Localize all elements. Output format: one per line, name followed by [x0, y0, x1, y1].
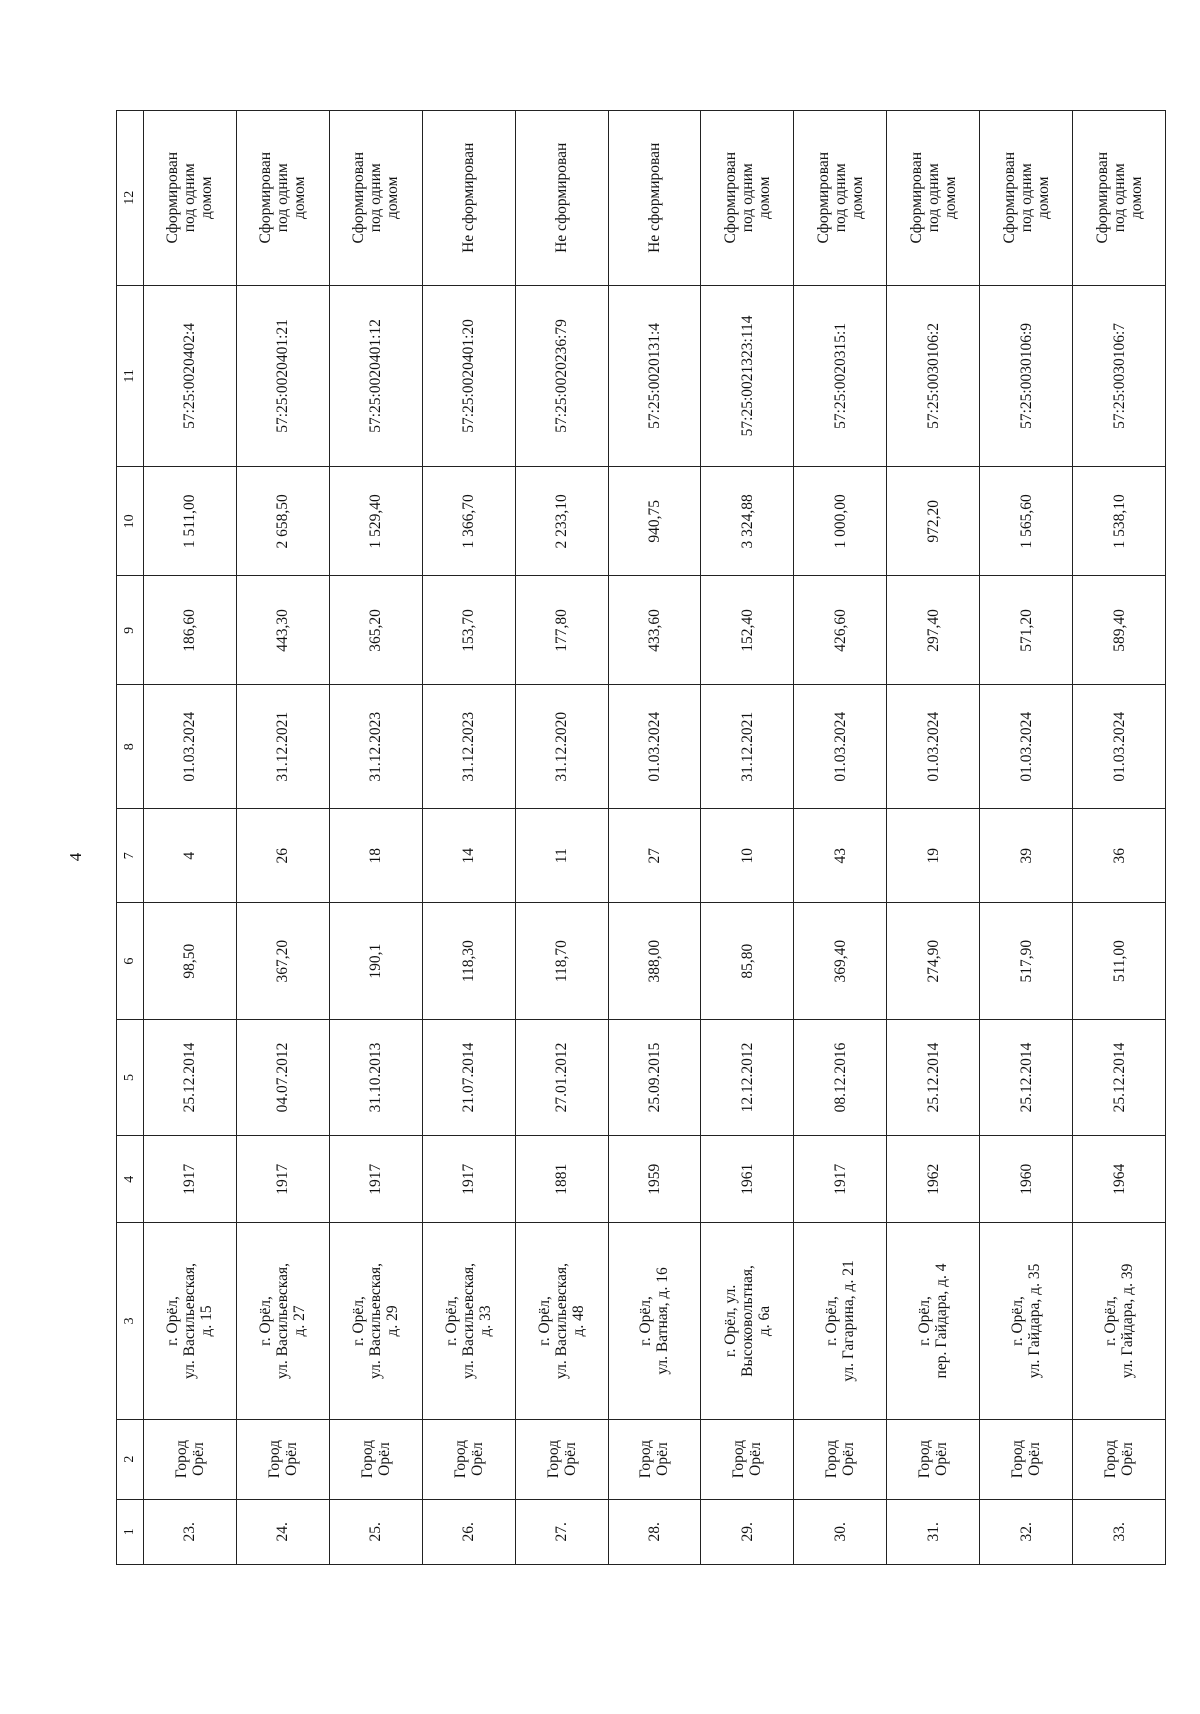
cell-area: 274,90 — [887, 903, 980, 1019]
cell-date: 25.12.2014 — [887, 1019, 980, 1135]
cell-total-area: 186,60 — [144, 576, 237, 685]
cell-address: г. Орёл, ул. Васильевская, д. 33 — [422, 1223, 515, 1419]
cell-row-number: 27. — [515, 1499, 608, 1564]
table-row — [422, 111, 515, 1565]
cell-residents: 18 — [329, 808, 422, 903]
column-number-11: 11 — [117, 285, 144, 467]
cell-municipality: Город Орёл — [515, 1419, 608, 1499]
table-row — [1073, 111, 1166, 1565]
table-row — [144, 111, 237, 1565]
cell-total-area: 297,40 — [887, 576, 980, 685]
cell-cadastral-number: 57:25:0030106:9 — [980, 285, 1073, 467]
cell-address: г. Орёл, ул. Гайдара, д. 39 — [1073, 1223, 1166, 1419]
cell-residents: 11 — [515, 808, 608, 903]
cell-build-year: 1917 — [236, 1136, 329, 1223]
cell-date: 25.12.2014 — [1073, 1019, 1166, 1135]
cell-land-area: 1 538,10 — [1073, 467, 1166, 576]
cell-municipality: Город Орёл — [608, 1419, 701, 1499]
table-row — [608, 111, 701, 1565]
cell-cadastral-number: 57:25:0020401:12 — [329, 285, 422, 467]
column-number-3: 3 — [117, 1223, 144, 1419]
cell-row-number: 28. — [608, 1499, 701, 1564]
cell-date: 04.07.2012 — [236, 1019, 329, 1135]
cell-build-year: 1960 — [980, 1136, 1073, 1223]
cell-residents: 36 — [1073, 808, 1166, 903]
cell-residents: 27 — [608, 808, 701, 903]
cell-area: 388,00 — [608, 903, 701, 1019]
cell-date: 25.12.2014 — [980, 1019, 1073, 1135]
column-number-9: 9 — [117, 576, 144, 685]
column-number-7: 7 — [117, 808, 144, 903]
table-row — [515, 111, 608, 1565]
cell-build-year: 1917 — [144, 1136, 237, 1223]
cell-address: г. Орёл, ул. Гагарина, д. 21 — [794, 1223, 887, 1419]
cell-cadastral-number: 57:25:0020402:4 — [144, 285, 237, 467]
cell-row-number: 23. — [144, 1499, 237, 1564]
column-number-12: 12 — [117, 111, 144, 286]
cell-total-area: 571,20 — [980, 576, 1073, 685]
cell-deadline-date: 31.12.2021 — [236, 685, 329, 809]
cell-land-area: 2 658,50 — [236, 467, 329, 576]
cell-total-area: 152,40 — [701, 576, 794, 685]
cell-build-year: 1962 — [887, 1136, 980, 1223]
cell-date: 21.07.2014 — [422, 1019, 515, 1135]
cell-land-area: 1 000,00 — [794, 467, 887, 576]
cell-area: 85,80 — [701, 903, 794, 1019]
cell-build-year: 1917 — [794, 1136, 887, 1223]
table-row — [236, 111, 329, 1565]
cell-deadline-date: 31.12.2023 — [422, 685, 515, 809]
column-number-8: 8 — [117, 685, 144, 809]
cell-row-number: 25. — [329, 1499, 422, 1564]
cell-row-number: 29. — [701, 1499, 794, 1564]
table-row — [980, 111, 1073, 1565]
column-number-10: 10 — [117, 467, 144, 576]
cell-total-area: 433,60 — [608, 576, 701, 685]
cell-municipality: Город Орёл — [980, 1419, 1073, 1499]
cell-land-area: 940,75 — [608, 467, 701, 576]
cell-deadline-date: 01.03.2024 — [608, 685, 701, 809]
cell-cadastral-number: 57:25:0030106:2 — [887, 285, 980, 467]
cell-cadastral-number: 57:25:0030106:7 — [1073, 285, 1166, 467]
cell-row-number: 30. — [794, 1499, 887, 1564]
cell-land-area: 1 366,70 — [422, 467, 515, 576]
cell-build-year: 1964 — [1073, 1136, 1166, 1223]
cell-row-number: 33. — [1073, 1499, 1166, 1564]
cell-area: 118,30 — [422, 903, 515, 1019]
cell-total-area: 365,20 — [329, 576, 422, 685]
cell-residents: 19 — [887, 808, 980, 903]
table-row — [329, 111, 422, 1565]
cell-area: 98,50 — [144, 903, 237, 1019]
cell-residents: 26 — [236, 808, 329, 903]
cell-build-year: 1917 — [329, 1136, 422, 1223]
cell-land-status: Сформирован под одним домом — [144, 111, 237, 286]
cell-row-number: 26. — [422, 1499, 515, 1564]
cell-municipality: Город Орёл — [794, 1419, 887, 1499]
cell-residents: 39 — [980, 808, 1073, 903]
cell-municipality: Город Орёл — [701, 1419, 794, 1499]
cell-deadline-date: 31.12.2021 — [701, 685, 794, 809]
cell-municipality: Город Орёл — [329, 1419, 422, 1499]
cell-address: г. Орёл, ул. Васильевская, д. 29 — [329, 1223, 422, 1419]
cell-date: 27.01.2012 — [515, 1019, 608, 1135]
cell-municipality: Город Орёл — [144, 1419, 237, 1499]
cell-land-area: 1 565,60 — [980, 467, 1073, 576]
cell-date: 08.12.2016 — [794, 1019, 887, 1135]
rotated-table — [116, 110, 1166, 1565]
cell-deadline-date: 01.03.2024 — [144, 685, 237, 809]
cell-total-area: 177,80 — [515, 576, 608, 685]
table-container — [116, 110, 1166, 1565]
cell-municipality: Город Орёл — [422, 1419, 515, 1499]
cell-land-area: 1 511,00 — [144, 467, 237, 576]
cell-total-area: 443,30 — [236, 576, 329, 685]
column-number-1: 1 — [117, 1499, 144, 1564]
cell-area: 367,20 — [236, 903, 329, 1019]
cell-area: 517,90 — [980, 903, 1073, 1019]
cell-address: г. Орёл, ул. Васильевская, д. 27 — [236, 1223, 329, 1419]
page-number: 4 — [66, 852, 85, 862]
cell-date: 31.10.2013 — [329, 1019, 422, 1135]
cell-residents: 10 — [701, 808, 794, 903]
cell-total-area: 426,60 — [794, 576, 887, 685]
cell-build-year: 1881 — [515, 1136, 608, 1223]
cell-residents: 4 — [144, 808, 237, 903]
column-number-2: 2 — [117, 1419, 144, 1499]
cell-municipality: Город Орёл — [1073, 1419, 1166, 1499]
cell-total-area: 153,70 — [422, 576, 515, 685]
cell-date: 25.12.2014 — [144, 1019, 237, 1135]
cell-row-number: 32. — [980, 1499, 1073, 1564]
cell-land-status: Сформирован под одним домом — [887, 111, 980, 286]
cell-deadline-date: 01.03.2024 — [980, 685, 1073, 809]
cell-land-area: 1 529,40 — [329, 467, 422, 576]
table-row — [794, 111, 887, 1565]
column-number-row — [117, 111, 144, 1565]
cell-land-status: Сформирован под одним домом — [794, 111, 887, 286]
cell-area: 511,00 — [1073, 903, 1166, 1019]
table-row — [701, 111, 794, 1565]
cell-cadastral-number: 57:25:0020315:1 — [794, 285, 887, 467]
cell-address: г. Орёл, ул. Высоковольтная, д. 6а — [701, 1223, 794, 1419]
column-number-4: 4 — [117, 1136, 144, 1223]
column-number-5: 5 — [117, 1019, 144, 1135]
cell-land-status: Не сформирован — [422, 111, 515, 286]
cell-date: 25.09.2015 — [608, 1019, 701, 1135]
cell-land-status: Сформирован под одним домом — [236, 111, 329, 286]
cell-land-status: Не сформирован — [608, 111, 701, 286]
cell-total-area: 589,40 — [1073, 576, 1166, 685]
cell-residents: 43 — [794, 808, 887, 903]
cell-land-status: Не сформирован — [515, 111, 608, 286]
column-number-6: 6 — [117, 903, 144, 1019]
cell-address: г. Орёл, ул. Васильевская, д. 48 — [515, 1223, 608, 1419]
cell-row-number: 31. — [887, 1499, 980, 1564]
cell-area: 118,70 — [515, 903, 608, 1019]
cell-deadline-date: 01.03.2024 — [887, 685, 980, 809]
cell-build-year: 1959 — [608, 1136, 701, 1223]
cell-address: г. Орёл, пер. Гайдара, д. 4 — [887, 1223, 980, 1419]
cell-area: 190,1 — [329, 903, 422, 1019]
cell-land-status: Сформирован под одним домом — [1073, 111, 1166, 286]
cell-address: г. Орёл, ул. Ватная, д. 16 — [608, 1223, 701, 1419]
cell-address: г. Орёл, ул. Васильевская, д. 15 — [144, 1223, 237, 1419]
cell-cadastral-number: 57:25:0020401:20 — [422, 285, 515, 467]
cell-cadastral-number: 57:25:0020131:4 — [608, 285, 701, 467]
cell-cadastral-number: 57:25:0020401:21 — [236, 285, 329, 467]
cell-municipality: Город Орёл — [236, 1419, 329, 1499]
cell-build-year: 1917 — [422, 1136, 515, 1223]
cell-build-year: 1961 — [701, 1136, 794, 1223]
cell-area: 369,40 — [794, 903, 887, 1019]
cell-land-status: Сформирован под одним домом — [701, 111, 794, 286]
cell-land-area: 972,20 — [887, 467, 980, 576]
cell-cadastral-number: 57:25:0020236:79 — [515, 285, 608, 467]
cell-row-number: 24. — [236, 1499, 329, 1564]
cell-land-status: Сформирован под одним домом — [980, 111, 1073, 286]
cell-cadastral-number: 57:25:0021323:114 — [701, 285, 794, 467]
housing-table — [116, 110, 1166, 1565]
cell-deadline-date: 31.12.2023 — [329, 685, 422, 809]
table-row — [887, 111, 980, 1565]
cell-date: 12.12.2012 — [701, 1019, 794, 1135]
cell-municipality: Город Орёл — [887, 1419, 980, 1499]
cell-land-status: Сформирован под одним домом — [329, 111, 422, 286]
cell-deadline-date: 01.03.2024 — [1073, 685, 1166, 809]
cell-land-area: 3 324,88 — [701, 467, 794, 576]
cell-address: г. Орёл, ул. Гайдара, д. 35 — [980, 1223, 1073, 1419]
cell-residents: 14 — [422, 808, 515, 903]
cell-deadline-date: 31.12.2020 — [515, 685, 608, 809]
cell-land-area: 2 233,10 — [515, 467, 608, 576]
cell-deadline-date: 01.03.2024 — [794, 685, 887, 809]
